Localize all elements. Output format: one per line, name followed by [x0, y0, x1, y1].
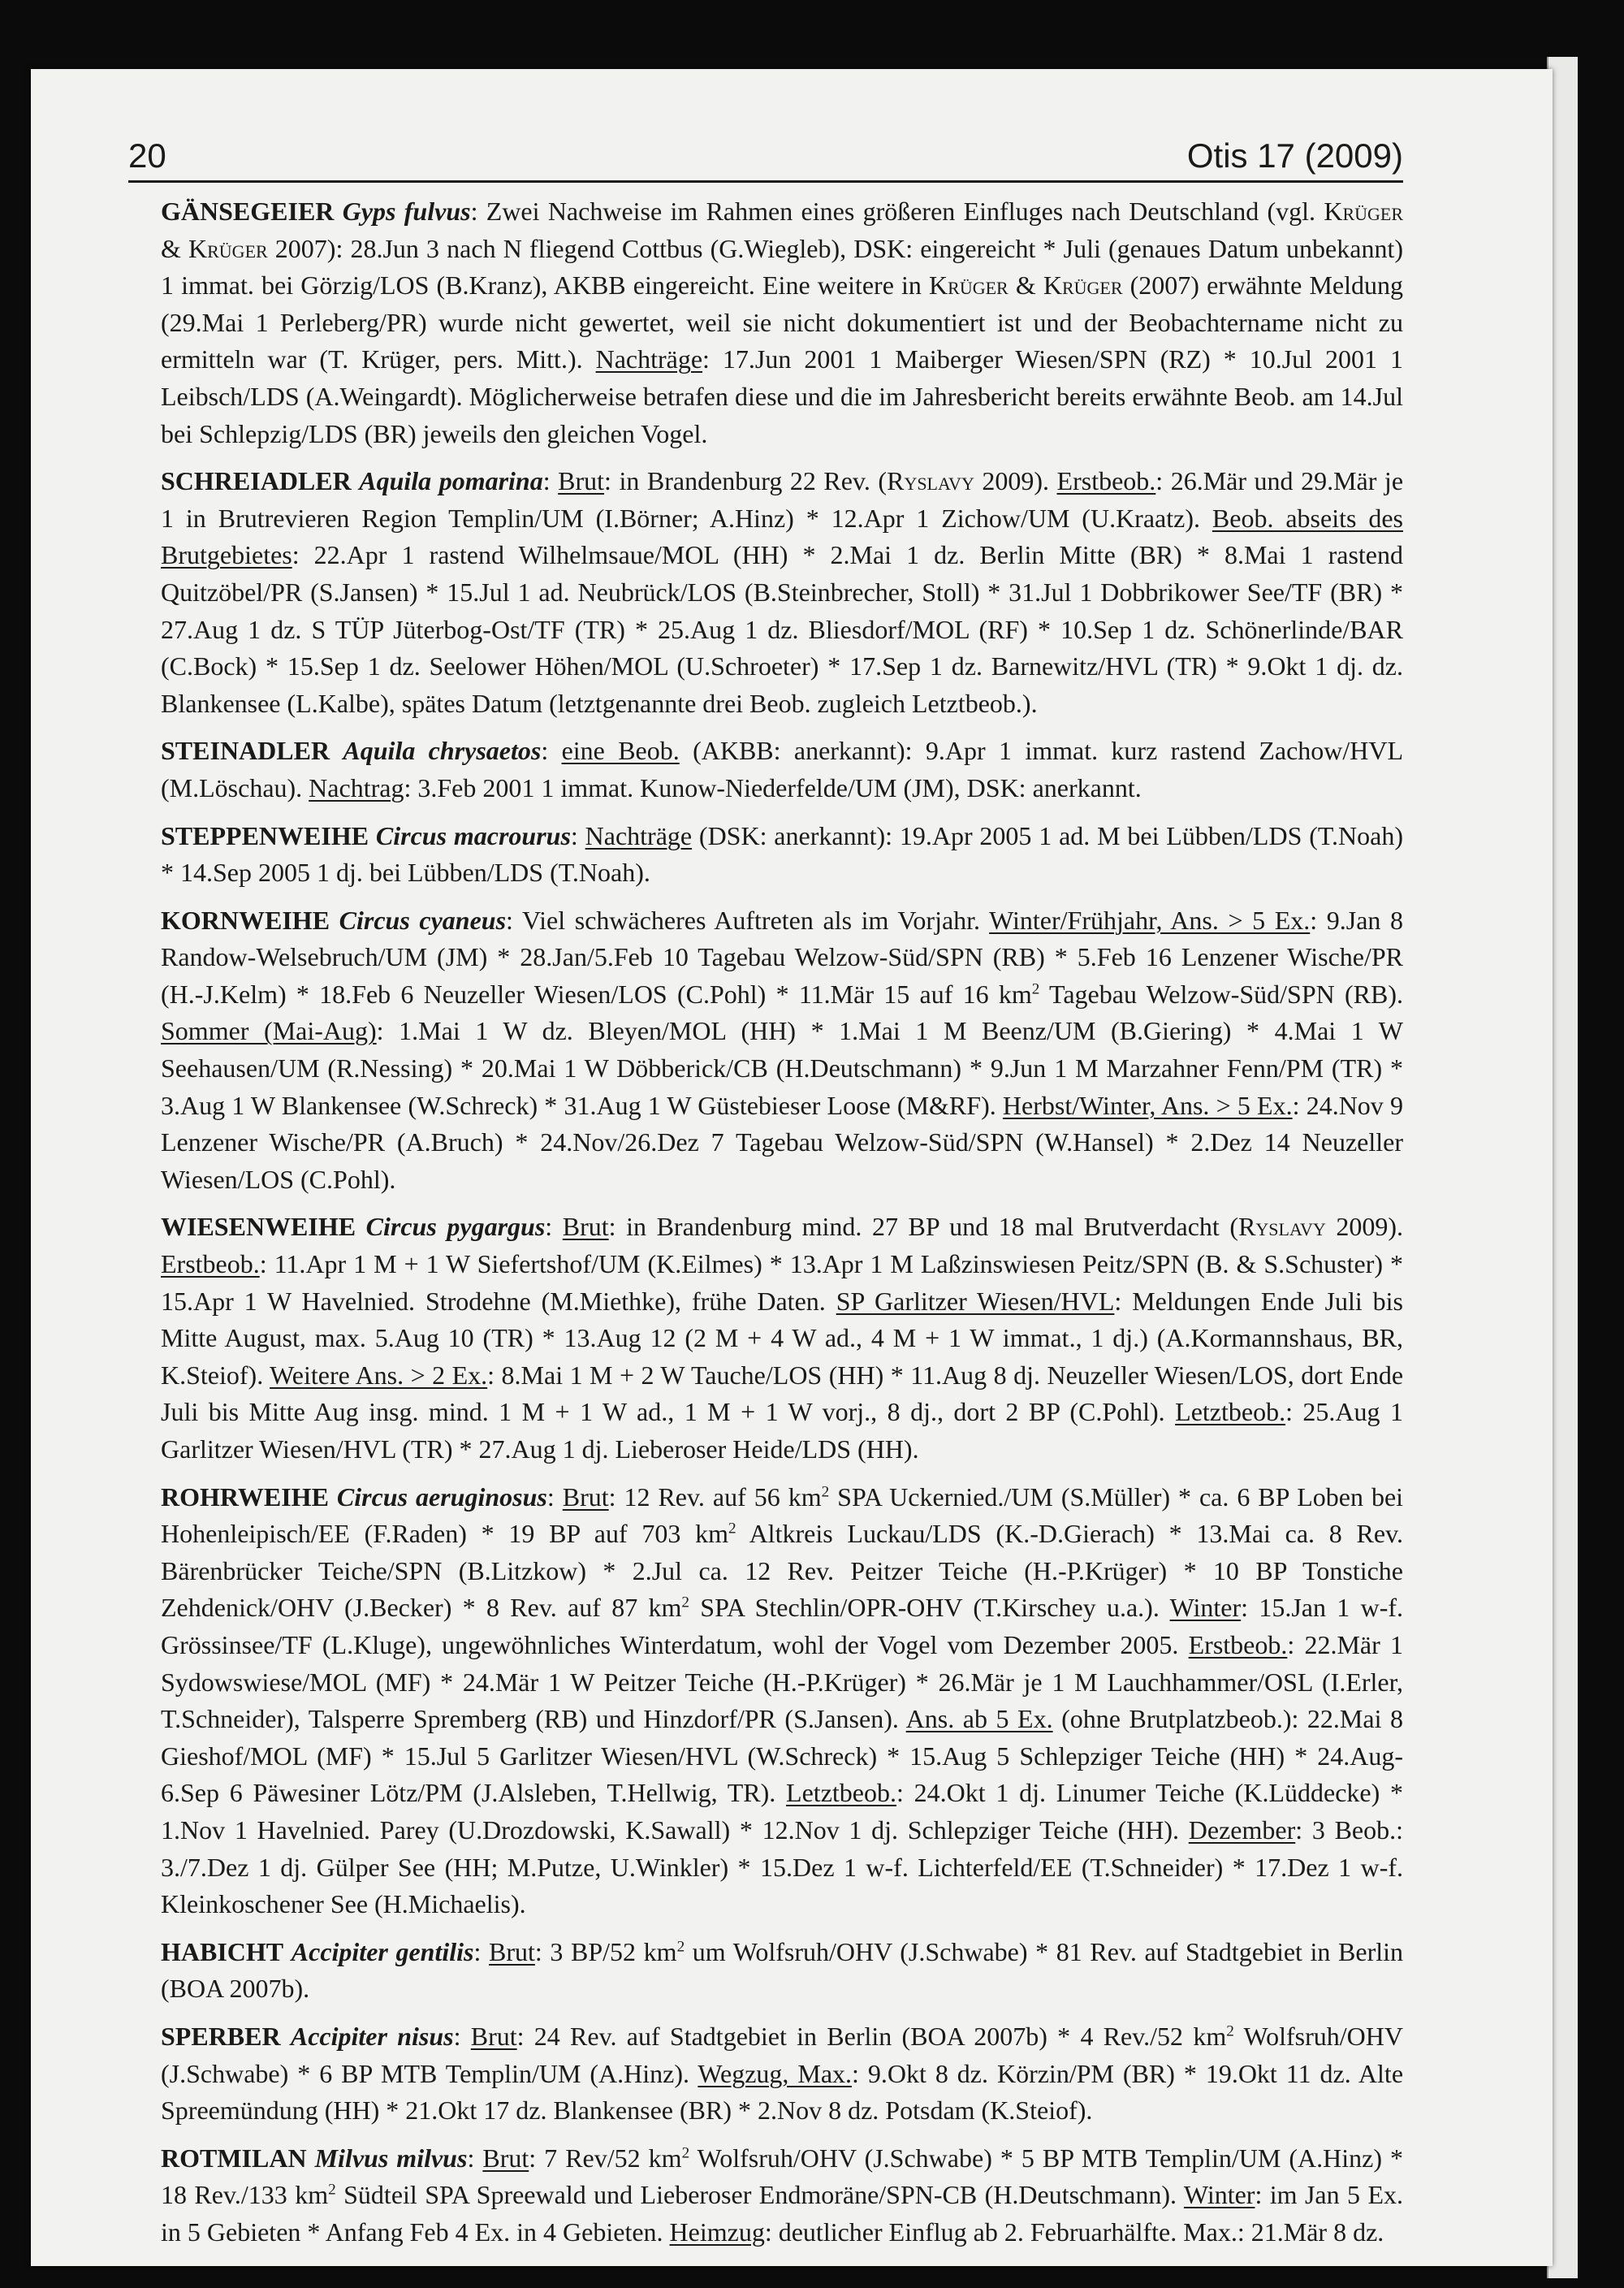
entry-rotmilan: ROTMILAN Milvus milvus: Brut: 7 Rev/52 $km^2$ Wolfsruh/OHV (J.Schwabe) * 5 BP MTB Templin/UM (A.Hinz) * 18 Rev./133 $km^2$ Südteil SPA Spreewald und Lieberoser Endmoräne/SPN-CB (H.Deutschmann). Winter: im Jan 5 Ex. in 5 Gebieten * Anfang Feb 4 Ex. in 4 Gebieten. Heimzug: deutlicher Einflug ab 2. Februarhälfte. Max.: 21.Mär 8 dz.	[161, 2143, 1404, 2247]
species-name: STEPPENWEIHE	[161, 820, 369, 850]
entry-sperber: SPERBER Accipiter nisus: Brut: 24 Rev. auf Stadtgebiet in Berlin (BOA 2007b) * 4 Rev./52 $km^2$ Wolfsruh/OHV (J.Schwabe) * 6 BP MTB Templin/UM (A.Hinz). Wegzug, Max.: 9.Okt 8 dz. Körzin/PM (BR) * 19.Okt 11 dz. Alte Spreemündung (HH) * 21.Okt 17 dz. Blankensee (BR) * 2.Nov 8 dz. Potsdam (K.Steiof).	[161, 2021, 1404, 2126]
species-name: WIESENWEIHE	[161, 1212, 356, 1242]
scientific-name: Aquila chrysaetos	[343, 736, 542, 766]
running-head: Otis 17 (2009)	[1186, 136, 1403, 175]
page-number: 20	[128, 136, 166, 175]
species-name: SPERBER	[161, 2021, 281, 2051]
entry-wiesenweihe: WIESENWEIHE Circus pygargus: Brut: in Brandenburg mind. 27 BP und 18 mal Brutverdacht (Ryslavy 2009). Erstbeob.: 11.Apr 1 M + 1 W Siefertshof/UM (K.Eilmes) * 13.Apr 1 M Laßzinswiesen Peitz/SPN (B. & S.Schuster) * 15.Apr 1 W Havelnied. Strodehne (M.Miethke), frühe Daten. SP Garlitzer Wiesen/HVL: Meldungen Ende Juli bis Mitte August, max. 5.Aug 10 (TR) * 13.Aug 12 (2 M + 4 W ad., 4 M + 1 W immat., 1 dj.) (A.Kormannshaus, BR, K.Steiof). Weitere Ans. > 2 Ex.: 8.Mai 1 M + 2 W Tauche/LOS (HH) * 11.Aug 8 dj. Neuzeller Wiesen/LOS, dort Ende Juli bis Mitte Aug insg. mind. 1 M + 1 W ad., 1 M + 1 W vorj., 8 dj., dort 2 BP (C.Pohl). Letztbeob.: 25.Aug 1 Garlitzer Wiesen/HVL (TR) * 27.Aug 1 dj. Lieberoser Heide/LDS (HH).	[161, 1212, 1404, 1464]
entry-kornweihe: KORNWEIHE Circus cyaneus: Viel schwächeres Auftreten als im Vorjahr. Winter/Frühjahr, Ans. > 5 Ex.: 9.Jan 8 Randow-Welsebruch/UM (JM) * 28.Jan/5.Feb 10 Tagebau Welzow-Süd/SPN (RB) * 5.Feb 16 Lenzener Wische/PR (H.-J.Kelm) * 18.Feb 6 Neuzeller Wiesen/LOS (C.Pohl) * 11.Mär 15 auf 16 $km^2$ Tagebau Welzow-Süd/SPN (RB). Sommer (Mai-Aug): 1.Mai 1 W dz. Bleyen/MOL (HH) * 1.Mai 1 M Beenz/UM (B.Giering) * 4.Mai 1 W Seehausen/UM (R.Nessing) * 20.Mai 1 W Döbberick/CB (H.Deutschmann) * 9.Jun 1 M Marzahner Fenn/PM (TR) * 3.Aug 1 W Blankensee (W.Schreck) * 31.Aug 1 W Güstebieser Loose (M&RF). Herbst/Winter, Ans. > 5 Ex.: 24.Nov 9 Lenzener Wische/PR (A.Bruch) * 24.Nov/26.Dez 7 Tagebau Welzow-Süd/SPN (W.Hansel) * 2.Dez 14 Neuzeller Wiesen/LOS (C.Pohl).	[161, 905, 1404, 1194]
scientific-name: Milvus milvus	[314, 2143, 468, 2173]
species-name: HABICHT	[161, 1936, 284, 1966]
page-header	[128, 122, 1403, 183]
entry-schreiadler: SCHREIADLER Aquila pomarina: Brut: in Brandenburg 22 Rev. (Ryslavy 2009). Erstbeob.: 26.Mär und 29.Mär je 1 in Brutrevieren Region Templin/UM (I.Börner; A.Hinz) * 12.Apr 1 Zichow/UM (U.Kraatz). Beob. abseits des Brutgebietes: 22.Apr 1 rastend Wilhelmsaue/MOL (HH) * 2.Mai 1 dz. Berlin Mitte (BR) * 8.Mai 1 rastend Quitzöbel/PR (S.Jansen) * 15.Jul 1 ad. Neubrück/LOS (B.Steinbrecher, Stoll) * 31.Jul 1 Dobbrikower See/TF (BR) * 27.Aug 1 dz. S TÜP Jüterbog-Ost/TF (TR) * 25.Aug 1 dz. Bliesdorf/MOL (RF) * 10.Sep 1 dz. Schönerlinde/BAR (C.Bock) * 15.Sep 1 dz. Seelower Höhen/MOL (U.Schroeter) * 17.Sep 1 dz. Barnewitz/HVL (TR) * 9.Okt 1 dj. dz. Blankensee (L.Kalbe), spätes Datum (letztgenannte drei Beob. zugleich Letztbeob.).	[161, 466, 1404, 718]
entry-habicht: HABICHT Accipiter gentilis: Brut: 3 BP/52 $km^2$ um Wolfsruh/OHV (J.Schwabe) * 81 Rev. auf Stadtgebiet in Berlin (BOA 2007b).	[161, 1936, 1404, 2004]
entry-steinadler: STEINADLER Aquila chrysaetos: eine Beob. (AKBB: anerkannt): 9.Apr 1 immat. kurz rastend Zachow/HVL (M.Löschau). Nachtrag: 3.Feb 2001 1 immat. Kunow-Niederfelde/UM (JM), DSK: anerkannt.	[161, 736, 1404, 802]
species-name: SCHREIADLER	[161, 466, 352, 496]
species-name: ROHRWEIHE	[161, 1481, 329, 1512]
species-name: STEINADLER	[161, 736, 330, 766]
scientific-name: Circus cyaneus	[339, 905, 507, 935]
entry-rohrweihe: ROHRWEIHE Circus aeruginosus: Brut: 12 Rev. auf 56 $km^2$ SPA Uckernied./UM (S.Müller) * ca. 6 BP Loben bei Hohenleipisch/EE (F.Raden) * 19 BP auf 703 $km^2$ Altkreis Luckau/LDS (K.-D.Gierach) * 13.Mai ca. 8 Rev. Bärenbrücker Teiche/SPN (B.Litzkow) * 2.Jul ca. 12 Rev. Peitzer Teiche (H.-P.Krüger) * 10 BP Tonstiche Zehdenick/OHV (J.Becker) * 8 Rev. auf 87 $km^2$ SPA Stechlin/OPR-OHV (T.Kirschey u.a.). Winter: 15.Jan 1 w-f. Grössinsee/TF (L.Kluge), ungewöhnliches Winterdatum, wohl der Vogel vom Dezember 2005. Erstbeob.: 22.Mär 1 Sydowswiese/MOL (MF) * 24.Mär 1 W Peitzer Teiche (H.-P.Krüger) * 26.Mär je 1 M Lauchhammer/OSL (I.Erler, T.Schneider), Talsperre Spremberg (RB) und Hinzdorf/PR (S.Jansen). Ans. ab 5 Ex. (ohne Brutplatzbeob.): 22.Mai 8 Gieshof/MOL (MF) * 15.Jul 5 Garlitzer Wiesen/HVL (W.Schreck) * 15.Aug 5 Schlepziger Teiche (HH) * 24.Aug-6.Sep 6 Päwesiner Lötz/PM (J.Alsleben, T.Hellwig, TR). Letztbeob.: 24.Okt 1 dj. Linumer Teiche (K.Lüddecke) * 1.Nov 1 Havelnied. Parey (U.Drozdowski, K.Sawall) * 12.Nov 1 dj. Schlepziger Teiche (HH). Dezember: 3 Beob.: 3./7.Dez 1 dj. Gülper See (HH; M.Putze, U.Winkler) * 15.Dez 1 w-f. Lichterfeld/EE (T.Schneider) * 17.Dez 1 w-f. Kleinkoschener See (H.Michaelis).	[161, 1481, 1404, 1919]
species-name: KORNWEIHE	[161, 905, 330, 935]
scientific-name: Circus aeruginosus	[336, 1481, 547, 1512]
scientific-name: Aquila pomarina	[359, 466, 543, 496]
species-accounts	[161, 193, 1403, 2261]
scientific-name: Accipiter nisus	[290, 2021, 454, 2051]
scientific-name: Gyps fulvus	[342, 197, 471, 226]
entry-gaensegeier: GÄNSEGEIER Gyps fulvus: Zwei Nachweise im Rahmen eines größeren Einfluges nach Deutschland (vgl. Krüger & Krüger 2007): 28.Jun 3 nach N fliegend Cottbus (G.Wiegleb), DSK: eingereicht * Juli (genaues Datum unbekannt) 1 immat. bei Görzig/LOS (B.Kranz), AKBB eingereicht. Eine weitere in Krüger & Krüger (2007) erwähnte Meldung (29.Mai 1 Perleberg/PR) wurde nicht gewertet, weil sie nicht dokumentiert ist und der Beobachtername nicht zu ermitteln war (T. Krüger, pers. Mitt.). Nachträge: 17.Jun 2001 1 Maiberger Wiesen/SPN (RZ) * 10.Jul 2001 1 Leibsch/LDS (A.Weingardt). Möglicherweise betrafen diese und die im Jahresbericht bereits erwähnte Beob. am 14.Jul bei Schlepzig/LDS (BR) jeweils den gleichen Vogel.	[161, 197, 1404, 448]
scientific-name: Circus macrourus	[375, 820, 571, 850]
species-name: ROTMILAN	[161, 2143, 307, 2173]
scientific-name: Circus pygargus	[365, 1212, 546, 1242]
entry-steppenweihe: STEPPENWEIHE Circus macrourus: Nachträge (DSK: anerkannt): 19.Apr 2005 1 ad. M bei Lübben/LDS (T.Noah) * 14.Sep 2005 1 dj. bei Lübben/LDS (T.Noah).	[161, 820, 1404, 888]
species-name: GÄNSEGEIER	[161, 197, 335, 226]
scientific-name: Accipiter gentilis	[291, 1936, 474, 1966]
